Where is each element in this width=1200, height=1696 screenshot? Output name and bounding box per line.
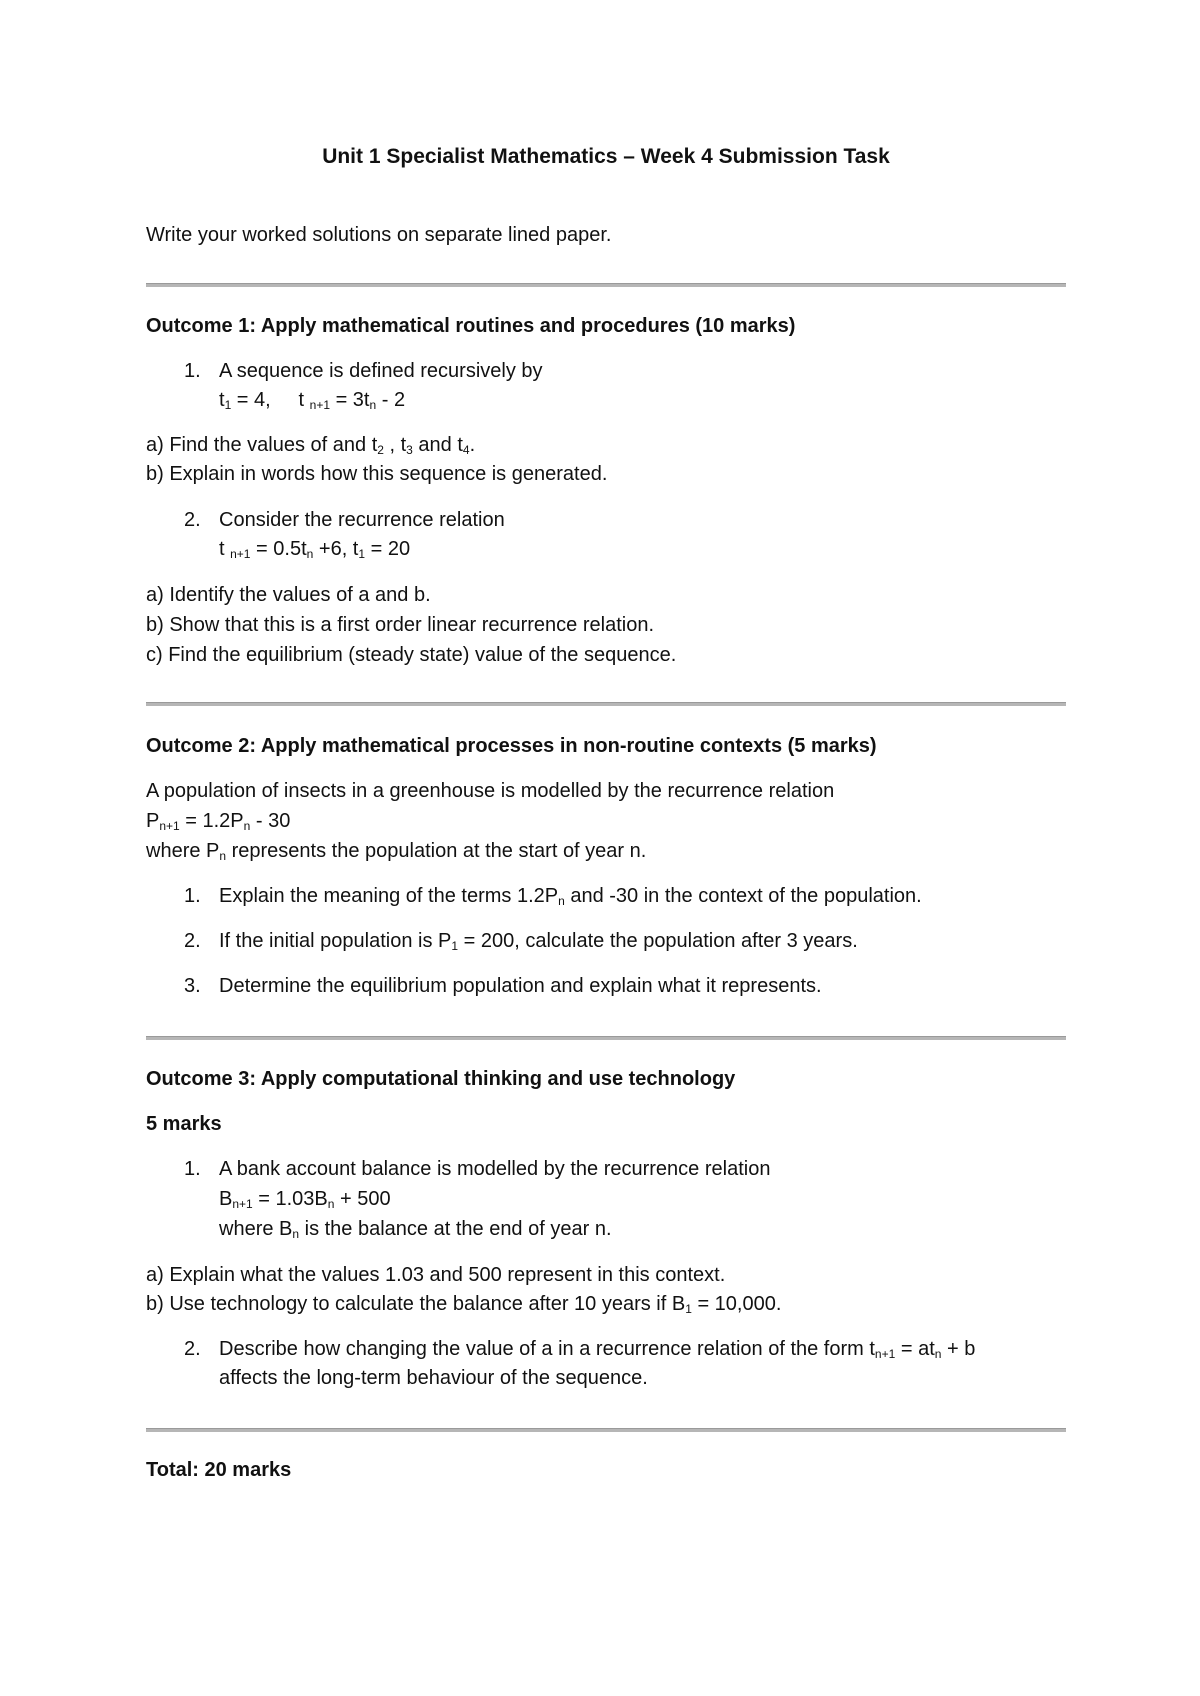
- outcome3-q1-part-b: b) Use technology to calculate the balance after 10 years if $B_1 = 10,000$.: [146, 1293, 782, 1316]
- total-marks: Total: 20 marks: [146, 1459, 292, 1481]
- outcome2-item-1: Explain the meaning of the terms $1.2P_n$ and -30 in the context of the population.: [219, 885, 922, 908]
- outcome3-q1-number: 1.: [184, 1158, 201, 1180]
- outcome3-q1-formula: $B_{n+1} = 1.03B_n + 500$: [219, 1188, 391, 1211]
- document-title: Unit 1 Specialist Mathematics – Week 4 Submission Task: [322, 145, 890, 168]
- section-divider: [146, 1428, 1066, 1432]
- outcome1-q2-text: Consider the recurrence relation: [219, 509, 505, 531]
- document-page: [146, 0, 1066, 1696]
- outcome2-item-2: If the initial population is $P_1 = 200$, calculate the population after 3 years.: [219, 930, 858, 953]
- outcome3-q2-line2: affects the long-term behaviour of the sequence.: [219, 1367, 648, 1389]
- outcome2-where: where $P_n$ represents the population at the start of year n.: [146, 840, 647, 863]
- outcome3-q2-line1: Describe how changing the value of a in a recurrence relation of the form $t_{n+1} = at_n + b$: [219, 1338, 976, 1361]
- outcome3-marks: 5 marks: [146, 1113, 222, 1135]
- outcome2-item-number: 1.: [184, 885, 201, 907]
- outcome1-q2-formula: t $_{n+1} = 0.5t_n +6$, $t_1 = 20$: [219, 538, 411, 561]
- outcome2-item-number: 2.: [184, 930, 201, 952]
- section-divider: [146, 702, 1066, 706]
- outcome1-q1-part-b: b) Explain in words how this sequence is generated.: [146, 463, 608, 485]
- outcome3-q1-part-a: a) Explain what the values 1.03 and 500 represent in this context.: [146, 1264, 726, 1286]
- outcome1-q2-part-a: a) Identify the values of a and b.: [146, 584, 431, 606]
- outcome3-q2-number: 2.: [184, 1338, 201, 1360]
- outcome2-item-3: Determine the equilibrium population and explain what it represents.: [219, 975, 822, 997]
- outcome3-q1-text: A bank account balance is modelled by the recurrence relation: [219, 1158, 771, 1180]
- outcome1-q1-text: A sequence is defined recursively by: [219, 360, 543, 382]
- outcome3-q1-where: where $B_n$ is the balance at the end of year n.: [219, 1218, 612, 1241]
- outcome2-item-number: 3.: [184, 975, 201, 997]
- outcome1-q2-number: 2.: [184, 509, 201, 531]
- outcome2-intro: A population of insects in a greenhouse is modelled by the recurrence relation: [146, 780, 835, 802]
- outcome1-heading: Outcome 1: Apply mathematical routines and procedures (10 marks): [146, 315, 796, 337]
- outcome1-q1-number: 1.: [184, 360, 201, 382]
- outcome3-heading: Outcome 3: Apply computational thinking and use technology: [146, 1068, 736, 1090]
- section-divider: [146, 283, 1066, 287]
- outcome1-q2-part-c: c) Find the equilibrium (steady state) value of the sequence.: [146, 644, 677, 666]
- instruction-text: Write your worked solutions on separate lined paper.: [146, 224, 612, 246]
- outcome2-heading: Outcome 2: Apply mathematical processes in non-routine contexts (5 marks): [146, 735, 877, 757]
- outcome1-q1-part-a: a) Find the values of and $t_2$ , $t_3$ and $t_4$.: [146, 434, 476, 457]
- outcome1-q2-part-b: b) Show that this is a first order linear recurrence relation.: [146, 614, 654, 636]
- outcome1-q1-formula: $t_1 = 4$, t $_{n+1} = 3t_n - 2$: [219, 389, 406, 412]
- section-divider: [146, 1036, 1066, 1040]
- outcome2-formula: $P_{n+1} = 1.2P_n - 30$: [146, 810, 291, 833]
